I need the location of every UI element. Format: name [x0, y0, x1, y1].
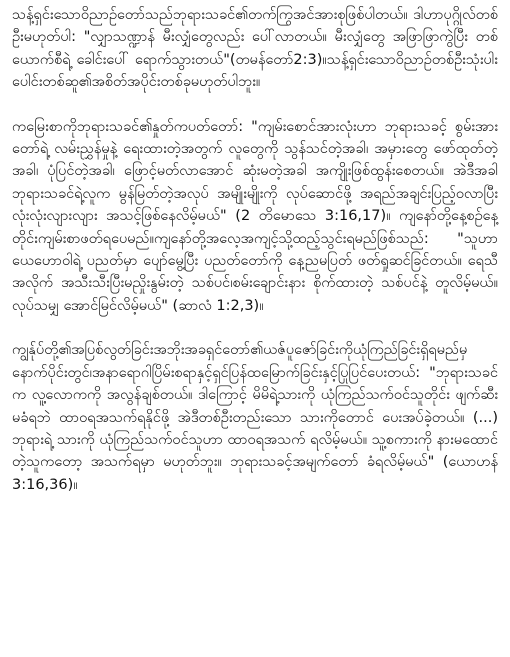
paragraph-scripture-reading: ကမြေးစာကိုဘုရားသခင်၏နှုတ်ကပတ်တော်: "ကျမ်းစောင်အားလုံးဟာ ဘုရားသခင့် စွမ်းအားတော်ရဲ့ လမ်းညွှန်မှုနဲ့ ရေးထားတဲ့အတွက် လူတွေကို သွန်သင်တဲ့အခါ၊ အမှားတွေ ဖော်ထုတ်တဲ့အခါ၊ ပုံပြင်တဲ့အခါ၊ ဖြောင့်မတ်လာအောင် ဆုံးမတဲ့အခါ အကျိုးဖြစ်ထွန်းစေတယ်။ အဲဒီအခါ ဘုရားသခင်ရဲ့လူက မွန်မြတ်တဲ့အလုပ် အမျိုးမျိုးကို လုပ်ဆောင်ဖို့ အရည်အချင်းပြည့်ဝလာပြီး လုံးလုံးလျားလျား အသင့်ဖြစ်နေလိမ့်မယ်" (2 တိမောသေ 3:16,17)။ ကျနော်တို့နေ့စဉ်နေ့တိုင်းကျမ်းစာဖတ်ရပေမည်။ကျနော်တို့အလေ့အကျင့်သို့ထည့်သွင်းရမည်ဖြစ်သည်: "သူဟာ ယေဟောဝါရဲ့ ပညတ်မှာ ပျော်မွေ့ပြီး ပညတ်တော်ကို နေ့ညမပြတ် ဖတ်ရှုဆင်ခြင်တယ်။ ရေသီအလိုက် အသီးသီးပြီးမညှိုးနွမ်းတဲ့ သစ်ပင်၊စမ်းချောင်းနား စိုက်ထားတဲ့ သစ်ပင်နဲ့ တူလိမ့်မယ်။ လုပ်သမျှ အောင်မြင်လိမ့်မယ်" (ဆာလံ 1:2,3)။ [12, 118, 498, 314]
paragraph-holy-spirit: သန့်ရှင်းသောဝိညာဉ်တော်သည်ဘုရားသခင်၏တက်ကြွအင်အားစုဖြစ်ပါတယ်။ ဒါဟာပုဂ္ဂိုလ်တစ်ဦးမဟုတ်ပါ: "လျှာသဏ္ဍာန် မီးလျှံတွေလည်း ပေါ်လာတယ်။ မီးလျှံတွေ အဖြာဖြာကွဲပြီး တစ်ယောက်စီရဲ့ ခေါင်းပေါ် ရောက်သွားတယ်"(တမန်တော်2:3)။သန့်ရှင်းသောဝိညာဉ်တစ်ဦးသုံးပါးပေါင်းတစ်ဆူ၏အစိတ်အပိုင်းတစ်ခုမဟုတ်ပါဘူး။ [12, 7, 498, 91]
paragraph-faith-in-sacrifice: ကျွန်ုပ်တို့၏အပြစ်လွတ်ခြင်းအဘိုးအခရှင်တော်၏ယဇ်ပူဇော်ခြင်းကိုယုံကြည်ခြင်းရှိရမည်မှနောက်ပိုင်းတွင်၊အနာရောဂါပြိမ်းစရာနှင့်ရှင်ပြန်ထမြောက်ခြင်းနှင့်ပြုပြင်ပေးတယ်: "ဘုရားသခင်က လူ့လောကကို အလွန်ချစ်တယ်။ ဒါကြောင့် မိမိရဲ့သားကို ယုံကြည်သက်ဝင်သူတိုင်း ဖျက်ဆီးမခံရဘဲ ထာဝရအသက်ရနိုင်ဖို့ အဲဒီတစ်ဦးတည်းသော သားကိုတောင် ပေးအပ်ခဲ့တယ်။ (...) ဘုရားရဲ့ သားကို ယုံကြည်သက်ဝင်သူဟာ ထာဝရအသက် ရလိမ့်မယ်။ သူ့စကားကို နားမထောင်တဲ့သူကတော့ အသက်ရမှာ မဟုတ်ဘူး။ ဘုရားသခင့်အမျက်တော် ခံရလိမ့်မယ်" (ယောဟန် 3:16,36)။ [12, 342, 498, 493]
